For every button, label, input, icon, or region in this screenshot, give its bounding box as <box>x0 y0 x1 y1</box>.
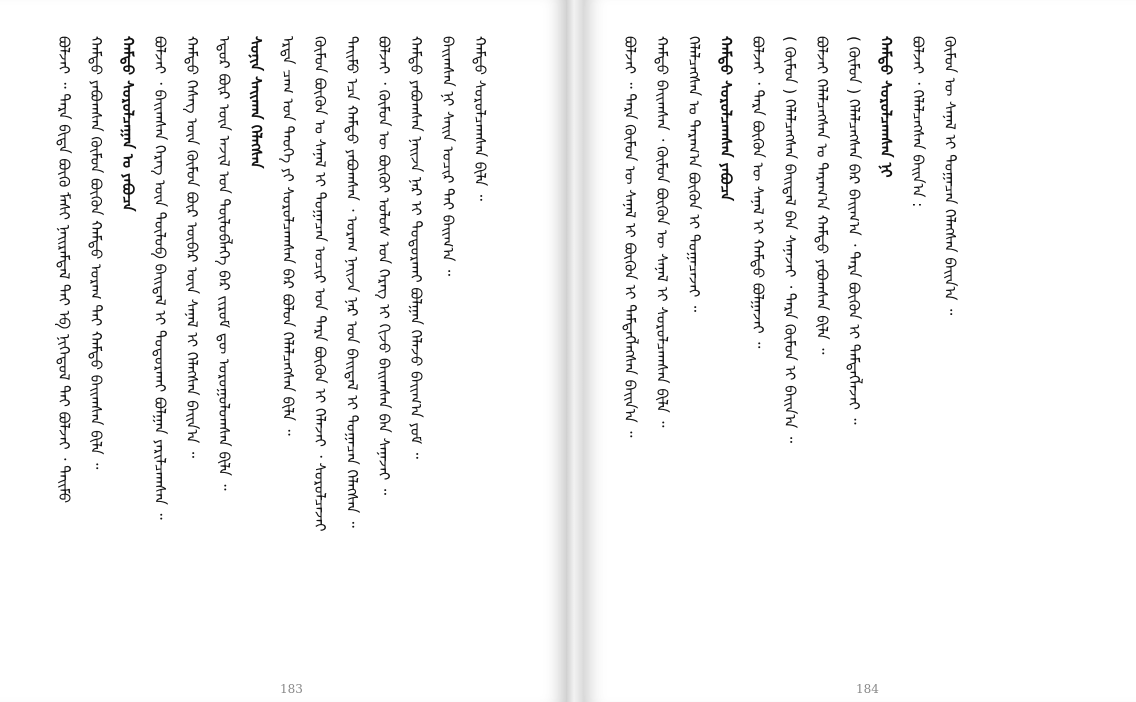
text-line: ᠲᠡᠢᠮᠦ ᠡᠴᠡ ᠬᠠᠮᠲᠤ ᠶᠠᠪᠤᠭᠰᠠᠨ ᠂ ᠤᠷᠠᠭ ᠨᠠᠢᠵᠠ ᠨᠠᠷ ᠤᠨ ᠪᠠᠢᠳᠠᠯ ᠢ ᠲᠣᠭᠠᠴᠠᠨ ᠬᠡᠯᠡᠭᠰᠡᠨ ᠃ <box>343 36 361 528</box>
text-line: ᠪᠠᠢᠭᠰᠠᠨ ᠨᠢ ᠰᠠᠢᠨ ᠤᠴᠢᠷ ᠲᠠᠢ ᠪᠠᠢᠭ᠎ᠠ ᠃ <box>439 36 457 277</box>
text-line: ᠪᠣᠯᠵᠠᠢ ᠂ ᠬᠡᠯᠡᠯᠴᠡᠭᠰᠡᠨ ᠪᠠᠢᠨ᠎ᠠ : <box>909 36 927 208</box>
page-number: 184 <box>856 682 879 696</box>
text-line: ᠬᠡᠯᠡᠯᠴᠡᠭᠰᠡᠨ ᠤ ᠳᠠᠷᠠᠭ᠎ᠠ ᠪᠦᠬᠦᠨ ᠢ ᠲᠣᠭᠠᠴᠠᠵᠠᠢ ᠃ <box>685 36 703 312</box>
text-line: ᠪᠣᠯᠵᠠᠢ ᠃ ᠲᠡᠷᠡ ᠪᠢᠳᠡ ᠪᠦᠬᠦ ᠮᠠᠰᠢ ᠨᠠᠢᠷᠠᠮᠳᠠᠯ ᠲᠠᠢ ᠡᠪ ᠨᠢᠭᠡᠳᠦᠯ ᠲᠠᠢ ᠪᠣᠯᠵᠠᠢ ᠂ ᠲᠡᠢᠮᠦ <box>55 36 73 504</box>
text-line: ( ᠬᠦᠮᠦᠨ ) ᠬᠡᠯᠡᠯᠴᠡᠭᠰᠡᠨ ᠪᠠᠢᠳᠠᠯ ᠪᠠᠨ ᠰᠠᠨᠠᠵᠠᠢ ᠂ ᠲᠡᠷᠡ ᠬᠦᠮᠦᠨ ᠢ ᠪᠠᠢᠨ᠎ᠠ ᠃ <box>781 36 799 443</box>
text-line: ᠬᠠᠮᠲᠤ ᠬᠡᠰᠡᠭ ᠦᠨ ᠬᠦᠮᠦᠨ ᠪᠦᠷ ᠦᠪᠡᠷ ᠦᠨ ᠰᠠᠨᠠᠯ ᠢ ᠬᠡᠯᠡᠭᠰᠡᠨ ᠪᠠᠢᠨ᠎ᠠ ᠃ <box>183 36 201 458</box>
text-heading: ᠬᠠᠮᠲᠤ ᠰᠤᠷᠤᠯᠴᠠᠭᠰᠠᠨ ᠶᠠᠪᠤᠴᠠ <box>717 36 735 201</box>
right-page-text <box>614 36 1004 676</box>
text-line: ᠬᠠᠮᠲᠤ ᠶᠠᠪᠤᠭᠰᠠᠨ ᠬᠦᠮᠦᠨ ᠪᠦᠬᠦᠨ ᠬᠠᠮᠲᠤ ᠤᠷᠠᠭ ᠲᠠᠢ ᠬᠠᠮᠲᠤ ᠪᠠᠢᠭᠰᠠᠨ ᠪᠢᠯᠡ ᠃ <box>87 36 105 470</box>
text-line: ᠡᠳᠦᠷ ᠪᠦᠷ ᠦᠨ ᠠᠵᠢᠯ ᠤᠨ ᠲᠦᠯᠦᠪᠯᠡᠭᠡ ᠪᠡᠷ ᠵᠢᠷᠤᠮ ᠳᠦ ᠣᠷᠣᠭᠤᠯᠤᠭᠰᠠᠨ ᠪᠢᠯᠡ ᠃ <box>215 36 233 491</box>
text-line: ᠬᠠᠮᠲᠤ ᠰᠤᠷᠤᠯᠴᠠᠭᠰᠠᠨ ᠪᠢᠯᠡ ᠃ <box>471 36 489 201</box>
text-line: ᠪᠣᠯᠵᠠᠢ ᠬᠡᠯᠡᠯᠴᠡᠭᠰᠡᠨ ᠤ ᠳᠠᠷᠠᠭ᠎ᠠ ᠬᠠᠮᠲᠤ ᠶᠠᠪᠤᠭᠰᠠᠨ ᠪᠢᠯᠡ ᠃ <box>813 36 831 355</box>
text-line: ᠬᠠᠮᠲᠤ ᠶᠠᠪᠤᠭᠰᠠᠨ ᠨᠠᠢᠵᠠ ᠨᠠᠷ ᠢ ᠲᠣᠳᠣᠷᠬᠠᠢ ᠪᠣᠯᠭᠠᠨ ᠬᠡᠯᠡᠵᠦ ᠪᠠᠢᠭ᠎ᠠ ᠶᠤᠮ ᠃ <box>407 36 425 459</box>
text-heading: ᠬᠠᠮᠲᠤ ᠰᠤᠷᠤᠯᠴᠠᠭᠰᠠᠨ ᠨᠢ <box>877 36 895 178</box>
text-line: ᠪᠣᠯᠵᠠᠢ ᠃ ᠲᠡᠷᠡ ᠬᠦᠮᠦᠨ ᠦ ᠰᠠᠨᠠᠯ ᠢ ᠪᠦᠬᠦᠨ ᠢ ᠲᠡᠮᠳᠡᠭᠯᠡᠭᠰᠡᠨ ᠪᠠᠢᠨ᠎ᠠ ᠃ <box>621 36 639 438</box>
left-page <box>0 0 566 702</box>
right-page <box>584 0 1136 702</box>
page-number: 183 <box>280 682 303 696</box>
text-line: ᠬᠦᠮᠦᠨ ᠦ ᠰᠠᠨᠠᠯ ᠢ ᠲᠣᠭᠠᠴᠠᠨ ᠬᠡᠯᠡᠭᠰᠡᠨ ᠪᠠᠢᠨ᠎ᠠ ᠃ <box>941 36 959 316</box>
text-line: ᠬᠠᠮᠲᠤ ᠪᠠᠢᠭᠰᠠᠨ ᠂ ᠬᠦᠮᠦᠨ ᠪᠦᠬᠦᠨ ᠦ ᠰᠠᠨᠠᠯ ᠢ ᠰᠤᠷᠤᠯᠴᠠᠭᠰᠠᠨ ᠪᠢᠯᠡ ᠃ <box>653 36 671 428</box>
text-heading: ᠰᠣᠨᠢᠨ ᠰᠠᠢᠬᠠᠨ ᠬᠡᠯᠡᠭᠰᠡᠨ <box>247 36 265 169</box>
text-line: ( ᠬᠦᠮᠦᠨ ) ᠬᠡᠯᠡᠯᠴᠡᠭᠰᠡᠨ ᠪᠡᠷ ᠪᠠᠢᠭ᠎ᠠ ᠂ ᠲᠡᠷᠡ ᠪᠦᠬᠦᠨ ᠢ ᠲᠡᠮᠳᠡᠭᠯᠡᠵᠠᠢ ᠃ <box>845 36 863 425</box>
left-page-text <box>48 36 528 676</box>
book-spine <box>566 0 584 702</box>
text-line: ᠪᠣᠯᠵᠠᠢ ᠂ ᠬᠦᠮᠦᠨ ᠦ ᠪᠦᠬᠦᠢ ᠤᠯᠤᠰ ᠤᠨ ᠬᠡᠷᠡᠭ ᠢ ᠬᠢᠵᠦ ᠪᠠᠢᠭᠰᠠᠨ ᠪᠡᠨ ᠰᠠᠨᠠᠵᠠᠢ ᠃ <box>375 36 393 495</box>
text-line: ᠪᠣᠯᠵᠠᠢ ᠂ ᠪᠠᠢᠭᠰᠠᠨ ᠬᠡᠷᠡᠭ ᠦᠨ ᠲᠦᠯᠦᠪ ᠪᠠᠢᠳᠠᠯ ᠢ ᠲᠣᠳᠣᠷᠬᠠᠢ ᠪᠣᠯᠭᠠᠨ ᠶᠠᠷᠢᠯᠴᠠᠭᠰᠠᠨ ᠃ <box>151 36 169 520</box>
text-line: ᠪᠣᠯᠵᠠᠢ ᠂ ᠲᠡᠷᠡ ᠪᠦᠬᠦᠨ ᠦ ᠰᠠᠨᠠᠯ ᠢ ᠬᠠᠮᠲᠤ ᠪᠣᠯᠭᠠᠵᠠᠢ ᠃ <box>749 36 767 349</box>
text-heading: ᠬᠠᠮᠲᠤ ᠰᠤᠷᠤᠯᠴᠠᠭᠠᠨ ᠤ ᠶᠠᠪᠤᠴᠠ <box>119 36 137 212</box>
text-line: ᠡᠷᠲᠡ ᠴᠠᠭ ᠤᠨ ᠲᠡᠦᠬᠡ ᠶᠢ ᠰᠤᠷᠤᠯᠴᠠᠭᠰᠠᠨ ᠪᠡᠷ ᠪᠣᠯᠤᠨ ᠬᠡᠯᠡᠯᠴᠡᠭᠰᠡᠨ ᠪᠢᠯᠡ ᠃ <box>279 36 297 436</box>
text-line: ᠬᠦᠮᠦᠨ ᠪᠦᠬᠦᠨ ᠤ ᠰᠠᠨᠠᠯ ᠢ ᠲᠣᠭᠠᠴᠠᠨ ᠤᠴᠢᠷ ᠤᠨ ᠲᠡᠷᠡ ᠪᠦᠬᠦᠨ ᠢ ᠬᠡᠯᠡᠵᠡᠢ ᠂ ᠰᠤᠷᠤᠯᠴᠠᠵᠠᠢ <box>311 36 329 532</box>
